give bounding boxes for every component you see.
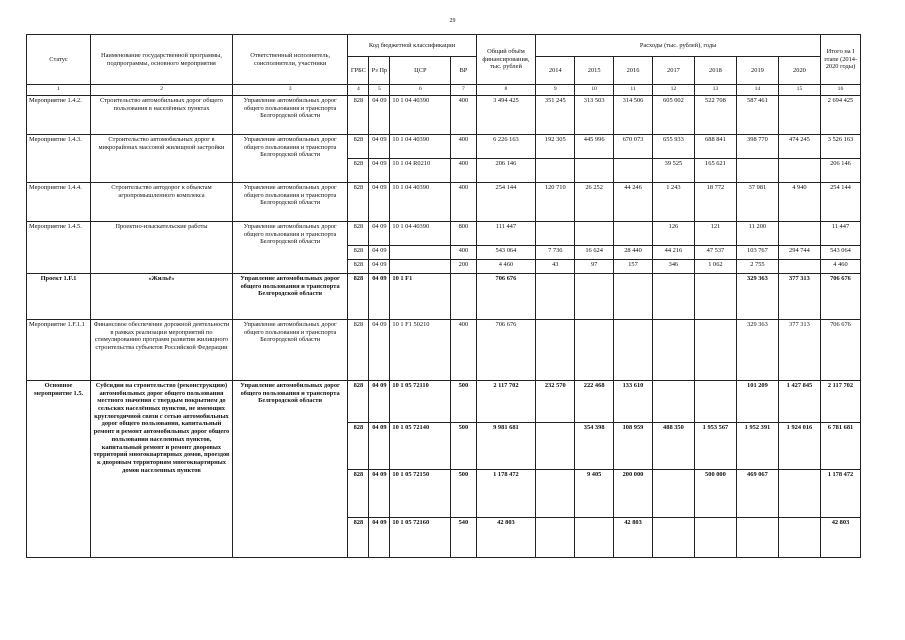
header-rzpr: Рз Пр [369, 57, 390, 85]
cell-year-value: 97 [575, 260, 614, 274]
header-total-stage: Итого на I этапе (2014-2020 годы) [820, 35, 860, 85]
cell-year-value: 16 624 [575, 246, 614, 260]
row-status: Проект 1.F.1 [27, 274, 91, 320]
cell-year-value [694, 381, 736, 423]
cell-stage-total: 6 781 681 [820, 423, 860, 470]
cell-total: 1 178 472 [476, 470, 536, 518]
cell-total: 2 117 702 [476, 381, 536, 423]
header-year: 2016 [614, 57, 653, 85]
row-executor: Управление автомобильных дорог общего пользования и транспорта Белгородской области [232, 320, 348, 381]
cell-vr: 800 [451, 222, 476, 246]
cell-year-value: 469 067 [736, 470, 778, 518]
cell-grbs: 828 [348, 320, 369, 381]
column-number: 8 [476, 85, 536, 96]
table-row [27, 381, 861, 423]
cell-year-value [614, 222, 653, 246]
cell-year-value: 313 503 [575, 96, 614, 135]
cell-rzpr: 04 09 [369, 518, 390, 558]
cell-year-value: 133 610 [614, 381, 653, 423]
cell-year-value: 101 209 [736, 381, 778, 423]
cell-year-value: 222 468 [575, 381, 614, 423]
cell-vr: 540 [451, 518, 476, 558]
cell-grbs: 828 [348, 159, 369, 183]
cell-rzpr: 04 09 [369, 96, 390, 135]
cell-vr [451, 274, 476, 320]
row-executor: Управление автомобильных дорог общего пользования и транспорта Белгородской области [232, 381, 348, 558]
cell-year-value [652, 381, 694, 423]
table-row [27, 183, 861, 222]
budget-table [26, 34, 861, 558]
cell-year-value [652, 274, 694, 320]
cell-year-value [614, 320, 653, 381]
cell-year-value: 47 537 [694, 246, 736, 260]
cell-stage-total: 706 676 [820, 274, 860, 320]
cell-year-value [778, 96, 820, 135]
header-vr: ВР [451, 57, 476, 85]
cell-csr: 10 1 04 40390 [390, 222, 451, 246]
row-name: Субсидии на строительство (реконструкцию) автомобильных дорог общего пользования местного значения с твердым покрытием до сельских населённых пунктов, не имеющих круглогодичной связи с сетью автомобильных дорог общего пользования, капитальный ремонт и ремонт автомобильных дорог общего пользования населенных пунктов, капитальный ремонт и ремонт дворовых территорий многоквартирных домов, проездов к дворовым территориям многоквартирных домов населенных пунктов [91, 381, 233, 558]
cell-stage-total: 1 178 472 [820, 470, 860, 518]
cell-year-value [652, 470, 694, 518]
cell-year-value: 26 252 [575, 183, 614, 222]
cell-year-value: 120 710 [536, 183, 575, 222]
header-year: 2019 [736, 57, 778, 85]
cell-csr: 10 1 04 40390 [390, 96, 451, 135]
cell-csr [390, 260, 451, 274]
cell-year-value: 121 [694, 222, 736, 246]
cell-year-value: 28 440 [614, 246, 653, 260]
cell-total: 9 981 681 [476, 423, 536, 470]
cell-year-value: 103 767 [736, 246, 778, 260]
cell-stage-total: 206 146 [820, 159, 860, 183]
cell-rzpr: 04 09 [369, 183, 390, 222]
column-number: 11 [614, 85, 653, 96]
cell-year-value: 4 940 [778, 183, 820, 222]
table-row [27, 96, 861, 135]
cell-total: 3 494 425 [476, 96, 536, 135]
cell-year-value: 200 000 [614, 470, 653, 518]
cell-grbs: 828 [348, 222, 369, 246]
cell-grbs: 828 [348, 260, 369, 274]
header-year: 2017 [652, 57, 694, 85]
cell-year-value: 377 313 [778, 274, 820, 320]
column-number: 13 [694, 85, 736, 96]
column-number: 10 [575, 85, 614, 96]
cell-grbs: 828 [348, 470, 369, 518]
cell-year-value: 1 953 567 [694, 423, 736, 470]
column-number: 7 [451, 85, 476, 96]
cell-rzpr: 04 09 [369, 222, 390, 246]
row-name: Строительство автодорог к объектам агропромышленного комплекса [91, 183, 233, 222]
cell-grbs: 828 [348, 183, 369, 222]
row-name: «Жильё» [91, 274, 233, 320]
cell-year-value [736, 518, 778, 558]
cell-csr [390, 246, 451, 260]
cell-stage-total: 2 694 425 [820, 96, 860, 135]
cell-year-value: 232 570 [536, 381, 575, 423]
cell-year-value: 474 245 [778, 135, 820, 159]
cell-stage-total: 543 064 [820, 246, 860, 260]
cell-year-value: 11 200 [736, 222, 778, 246]
cell-year-value: 445 996 [575, 135, 614, 159]
cell-year-value [536, 159, 575, 183]
cell-vr: 500 [451, 381, 476, 423]
cell-total: 706 676 [476, 274, 536, 320]
cell-csr: 10 1 05 72110 [390, 381, 451, 423]
cell-year-value: 670 073 [614, 135, 653, 159]
cell-year-value: 108 959 [614, 423, 653, 470]
cell-year-value [736, 159, 778, 183]
cell-grbs: 828 [348, 518, 369, 558]
cell-year-value: 329 363 [736, 320, 778, 381]
cell-vr: 400 [451, 135, 476, 159]
column-number: 16 [820, 85, 860, 96]
row-name: Строительство автомобильных дорог в микрорайонах массовой жилищной застройки [91, 135, 233, 183]
cell-csr: 10 1 05 72150 [390, 470, 451, 518]
cell-year-value [575, 159, 614, 183]
cell-vr: 500 [451, 470, 476, 518]
cell-total: 6 226 163 [476, 135, 536, 159]
cell-year-value: 488 350 [652, 423, 694, 470]
cell-year-value [694, 518, 736, 558]
cell-grbs: 828 [348, 246, 369, 260]
cell-total: 206 146 [476, 159, 536, 183]
header-executor: Ответственный исполнитель, соисполнители, участники [232, 35, 348, 85]
cell-rzpr: 04 09 [369, 470, 390, 518]
row-status: Основное мероприятие 1.5. [27, 381, 91, 558]
cell-rzpr: 04 09 [369, 260, 390, 274]
cell-csr: 10 1 04 40390 [390, 183, 451, 222]
cell-year-value [536, 274, 575, 320]
cell-stage-total: 42 803 [820, 518, 860, 558]
column-number: 1 [27, 85, 91, 96]
cell-total: 706 676 [476, 320, 536, 381]
row-executor: Управление автомобильных дорог общего пользования и транспорта Белгородской области [232, 274, 348, 320]
cell-year-value [575, 274, 614, 320]
column-number: 6 [390, 85, 451, 96]
cell-year-value [778, 470, 820, 518]
cell-year-value [575, 222, 614, 246]
cell-year-value: 605 002 [652, 96, 694, 135]
cell-year-value [778, 222, 820, 246]
cell-year-value: 522 708 [694, 96, 736, 135]
cell-vr: 400 [451, 320, 476, 381]
cell-stage-total: 254 144 [820, 183, 860, 222]
cell-csr: 10 1 F1 50210 [390, 320, 451, 381]
cell-year-value [652, 320, 694, 381]
header-grbs: ГРБС [348, 57, 369, 85]
cell-vr: 400 [451, 159, 476, 183]
cell-year-value: 39 525 [652, 159, 694, 183]
cell-year-value [536, 320, 575, 381]
row-executor: Управление автомобильных дорог общего пользования и транспорта Белгородской области [232, 222, 348, 274]
cell-vr: 400 [451, 246, 476, 260]
cell-year-value: 44 246 [614, 183, 653, 222]
row-name: Проектно-изыскательские работы [91, 222, 233, 274]
cell-total: 42 803 [476, 518, 536, 558]
cell-grbs: 828 [348, 274, 369, 320]
cell-rzpr: 04 09 [369, 423, 390, 470]
cell-year-value: 18 772 [694, 183, 736, 222]
cell-year-value: 2 755 [736, 260, 778, 274]
cell-year-value: 377 313 [778, 320, 820, 381]
cell-year-value: 314 506 [614, 96, 653, 135]
table-row [27, 274, 861, 320]
cell-grbs: 828 [348, 423, 369, 470]
cell-total: 111 447 [476, 222, 536, 246]
column-number: 9 [536, 85, 575, 96]
cell-year-value: 192 305 [536, 135, 575, 159]
row-status: Мероприятие 1.4.3. [27, 135, 91, 183]
header-year: 2020 [778, 57, 820, 85]
header-total-volume: Общий объём финансирования, тыс. рублей [476, 35, 536, 85]
cell-year-value: 1 062 [694, 260, 736, 274]
cell-year-value [575, 518, 614, 558]
header-year: 2014 [536, 57, 575, 85]
cell-year-value [536, 470, 575, 518]
cell-year-value [778, 518, 820, 558]
cell-year-value [614, 274, 653, 320]
column-number-row [27, 85, 861, 96]
cell-year-value: 44 216 [652, 246, 694, 260]
cell-grbs: 828 [348, 96, 369, 135]
cell-year-value: 1 243 [652, 183, 694, 222]
cell-year-value: 42 803 [614, 518, 653, 558]
cell-stage-total: 2 117 702 [820, 381, 860, 423]
column-number: 15 [778, 85, 820, 96]
column-number: 2 [91, 85, 233, 96]
cell-year-value [536, 423, 575, 470]
cell-year-value: 1 427 845 [778, 381, 820, 423]
cell-rzpr: 04 09 [369, 381, 390, 423]
cell-year-value: 9 405 [575, 470, 614, 518]
cell-csr: 10 1 05 72160 [390, 518, 451, 558]
cell-year-value: 165 621 [694, 159, 736, 183]
page-number: 29 [449, 18, 456, 24]
table-body [27, 96, 861, 558]
cell-vr: 200 [451, 260, 476, 274]
cell-rzpr: 04 09 [369, 246, 390, 260]
header-program: Наименование государственной программы, подпрограммы, основного мероприятия [91, 35, 233, 85]
cell-total: 4 460 [476, 260, 536, 274]
header-budget-code: Код бюджетной классификации [348, 35, 476, 57]
cell-year-value [652, 518, 694, 558]
table-row [27, 135, 861, 159]
cell-total: 543 064 [476, 246, 536, 260]
row-name: Финансовое обеспечение дорожной деятельности в рамках реализации мероприятий по стимулированию программ развития жилищного строительства субъектов Российской Федерации [91, 320, 233, 381]
cell-year-value [536, 222, 575, 246]
cell-csr: 10 1 05 72140 [390, 423, 451, 470]
header-year: 2015 [575, 57, 614, 85]
column-number: 12 [652, 85, 694, 96]
cell-year-value: 294 744 [778, 246, 820, 260]
cell-year-value: 1 952 391 [736, 423, 778, 470]
cell-year-value: 587 461 [736, 96, 778, 135]
cell-rzpr: 04 09 [369, 159, 390, 183]
table-row [27, 320, 861, 381]
cell-year-value: 688 841 [694, 135, 736, 159]
cell-year-value [694, 320, 736, 381]
cell-year-value: 346 [652, 260, 694, 274]
cell-vr: 400 [451, 183, 476, 222]
cell-year-value: 43 [536, 260, 575, 274]
row-executor: Управление автомобильных дорог общего пользования и транспорта Белгородской области [232, 183, 348, 222]
cell-grbs: 828 [348, 381, 369, 423]
cell-rzpr: 04 09 [369, 274, 390, 320]
cell-year-value: 398 770 [736, 135, 778, 159]
column-number: 4 [348, 85, 369, 96]
row-status: Мероприятие 1.4.2. [27, 96, 91, 135]
cell-year-value [694, 274, 736, 320]
cell-vr: 500 [451, 423, 476, 470]
row-status: Мероприятие 1.4.4. [27, 183, 91, 222]
cell-vr: 400 [451, 96, 476, 135]
cell-rzpr: 04 09 [369, 320, 390, 381]
cell-year-value [778, 260, 820, 274]
cell-year-value: 1 924 016 [778, 423, 820, 470]
column-number: 14 [736, 85, 778, 96]
cell-year-value: 329 363 [736, 274, 778, 320]
cell-year-value [778, 159, 820, 183]
cell-year-value: 126 [652, 222, 694, 246]
cell-year-value: 37 981 [736, 183, 778, 222]
cell-total: 254 144 [476, 183, 536, 222]
cell-stage-total: 4 460 [820, 260, 860, 274]
cell-rzpr: 04 09 [369, 135, 390, 159]
cell-stage-total: 11 447 [820, 222, 860, 246]
cell-year-value: 354 398 [575, 423, 614, 470]
header-expenses: Расходы (тыс. рублей), годы [536, 35, 821, 57]
cell-year-value [575, 320, 614, 381]
cell-year-value [536, 518, 575, 558]
cell-grbs: 828 [348, 135, 369, 159]
cell-year-value: 655 933 [652, 135, 694, 159]
header-csr: ЦСР [390, 57, 451, 85]
cell-year-value: 157 [614, 260, 653, 274]
row-executor: Управление автомобильных дорог общего пользования и транспорта Белгородской области [232, 135, 348, 183]
cell-csr: 10 1 04 40390 [390, 135, 451, 159]
cell-year-value: 351 245 [536, 96, 575, 135]
row-name: Строительство автомобильных дорог общего пользования в населённых пунктах [91, 96, 233, 135]
cell-year-value: 7 736 [536, 246, 575, 260]
cell-stage-total: 706 676 [820, 320, 860, 381]
cell-stage-total: 3 526 163 [820, 135, 860, 159]
column-number: 3 [232, 85, 348, 96]
cell-csr: 10 1 04 R0210 [390, 159, 451, 183]
header-status: Статус [27, 35, 91, 85]
row-status: Мероприятие 1.4.5. [27, 222, 91, 274]
table-row [27, 222, 861, 246]
cell-year-value [614, 159, 653, 183]
row-status: Мероприятие 1.F.1.1 [27, 320, 91, 381]
cell-year-value: 500 000 [694, 470, 736, 518]
row-executor: Управление автомобильных дорог общего пользования и транспорта Белгородской области [232, 96, 348, 135]
cell-csr: 10 1 F1 [390, 274, 451, 320]
header-year: 2018 [694, 57, 736, 85]
column-number: 5 [369, 85, 390, 96]
